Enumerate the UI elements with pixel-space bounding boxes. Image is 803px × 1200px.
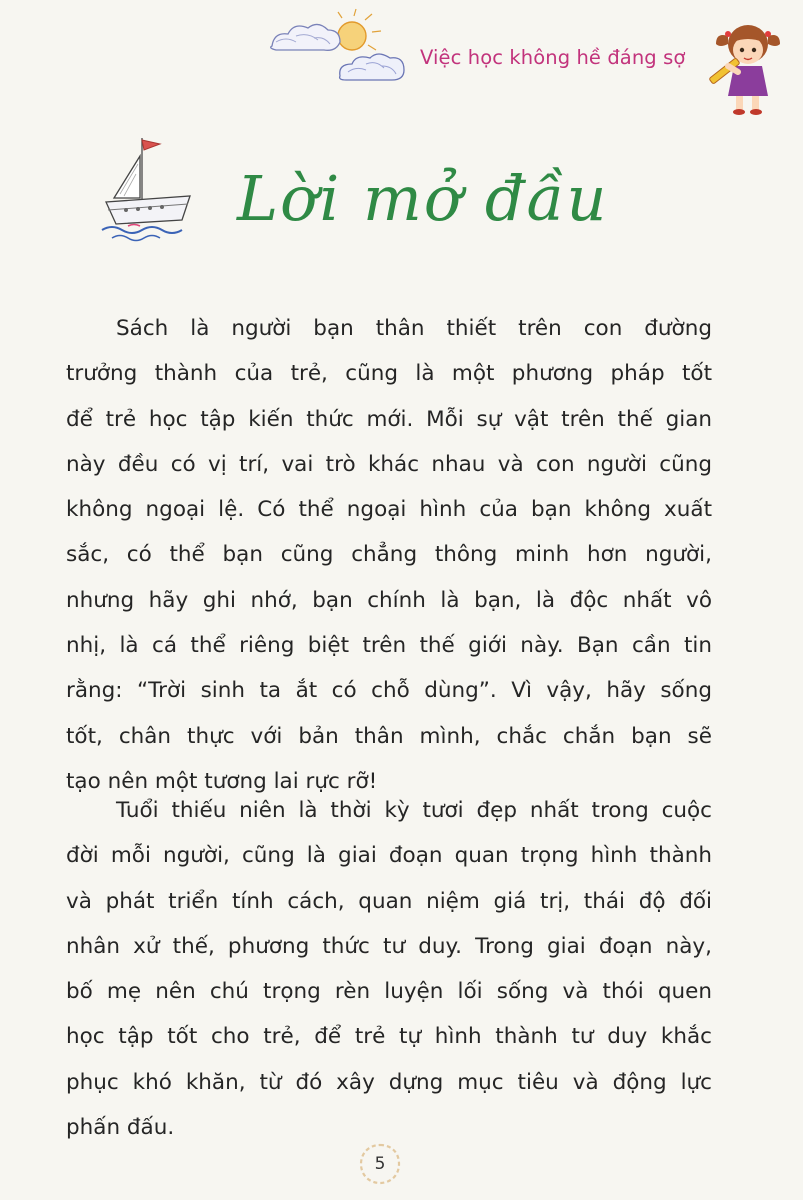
chapter-title: Lời mở đầu [237, 162, 609, 235]
text-line: phấn đấu. [66, 1115, 175, 1141]
sailboat-illustration [98, 134, 198, 246]
paragraph-2 [66, 788, 712, 1150]
text-line: để trẻ học tập kiến thức mới. Mỗi sự vật trên thế gian [66, 406, 712, 432]
page-number-label: 5 [374, 1154, 386, 1174]
text-line: rằng: “Trời sinh ta ắt có chỗ dùng”. Vì vậy, hãy sống [66, 678, 712, 704]
text-line: không ngoại lệ. Có thể ngoại hình của bạn không xuất [66, 497, 712, 523]
page-number [358, 1142, 402, 1186]
paragraph-1 [66, 306, 712, 804]
book-title: Việc học không hề đáng sợ [420, 46, 686, 69]
text-line: tốt, chân thực với bản thân mình, chắc chắn bạn sẽ [66, 723, 712, 749]
text-line: nhưng hãy ghi nhớ, bạn chính là bạn, là độc nhất vô [66, 587, 712, 613]
text-line: bố mẹ nên chú trọng rèn luyện lối sống và thói quen [66, 979, 712, 1005]
text-line: phục khó khăn, từ đó xây dựng mục tiêu và động lực [66, 1069, 712, 1095]
text-line: tạo nên một tương lai rực rỡ! [66, 768, 378, 794]
text-line: trưởng thành của trẻ, cũng là một phương pháp tốt [66, 361, 712, 387]
text-line: học tập tốt cho trẻ, để trẻ tự hình thành tư duy khắc [66, 1024, 712, 1050]
text-line: đời mỗi người, cũng là giai đoạn quan trọng hình thành [66, 843, 712, 869]
text-line: nhân xử thế, phương thức tư duy. Trong giai đoạn này, [66, 933, 712, 959]
text-line: Sách là người bạn thân thiết trên con đường [116, 316, 712, 341]
clouds-sun-illustration [262, 8, 412, 88]
text-line: nhị, là cá thể riêng biệt trên thế giới này. Bạn cần tin [66, 633, 712, 659]
text-line: Tuổi thiếu niên là thời kỳ tươi đẹp nhất trong cuộc [116, 798, 712, 823]
text-line: này đều có vị trí, vai trò khác nhau và con người cũng [66, 451, 712, 477]
text-line: sắc, có thể bạn cũng chẳng thông minh hơn người, [66, 542, 712, 568]
girl-with-pencil-illustration [706, 14, 786, 118]
text-line: và phát triển tính cách, quan niệm giá trị, thái độ đối [66, 888, 712, 914]
